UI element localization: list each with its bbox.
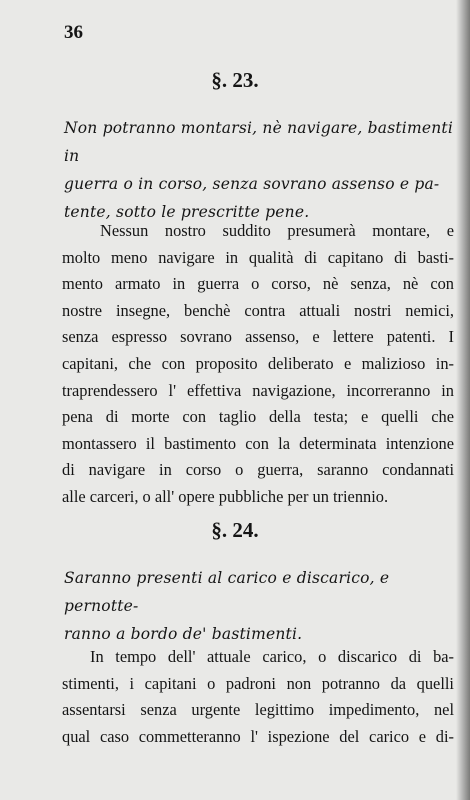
body-line: di navigare in corso o guerra, saranno condannati <box>62 460 454 480</box>
summary-line: Saranno presenti al carico e discarico, e pernotte- <box>64 569 390 615</box>
body-line: Nessun nostro suddito presumerà montare, e <box>100 221 454 240</box>
section-23-body <box>62 218 454 511</box>
page-edge-shadow <box>456 0 470 800</box>
section-24-title: §. 24. <box>211 518 259 542</box>
summary-line: guerra o in corso, senza sovrano assenso e pa- <box>64 175 440 193</box>
body-line: mento armato in guerra o corso, nè senza, nè con <box>62 274 454 294</box>
summary-line: ranno a bordo de' bastimenti. <box>64 625 303 643</box>
page-number: 36 <box>64 22 83 43</box>
body-line: pena di morte con taglio della testa; e quelli che <box>62 407 454 427</box>
section-24-summary <box>64 564 454 648</box>
section-24-body <box>62 644 454 750</box>
section-23-title: §. 23. <box>211 68 259 92</box>
body-line: qual caso commetteranno l' ispezione del carico e di- <box>62 726 454 746</box>
body-line: In tempo dell' attuale carico, o discarico di ba- <box>90 647 454 666</box>
body-line: capitani, che con proposito deliberato e malizioso in- <box>62 353 454 373</box>
body-line: alle carceri, o all' opere pubbliche per un triennio. <box>62 486 389 506</box>
body-line: stimenti, i capitani o padroni non potranno da quelli <box>62 673 454 693</box>
summary-line: tente, sotto le prescritte pene. <box>64 203 310 221</box>
body-line: assentarsi senza urgente legittimo impedimento, nel <box>62 700 454 720</box>
section-23-summary <box>64 114 454 226</box>
body-line: molto meno navigare in qualità di capitano di basti- <box>62 247 454 267</box>
body-line: montassero il bastimento con la determinata intenzione <box>62 433 454 453</box>
body-line: traprendessero l' effettiva navigazione, incorreranno in <box>62 380 454 400</box>
body-line: senza espresso sovrano assenso, e lettere patenti. I <box>62 327 454 347</box>
body-line: nostre insegne, benchè contra attuali nostri nemici, <box>62 300 454 320</box>
summary-line: Non potranno montarsi, nè navigare, bastimenti in <box>64 119 453 165</box>
